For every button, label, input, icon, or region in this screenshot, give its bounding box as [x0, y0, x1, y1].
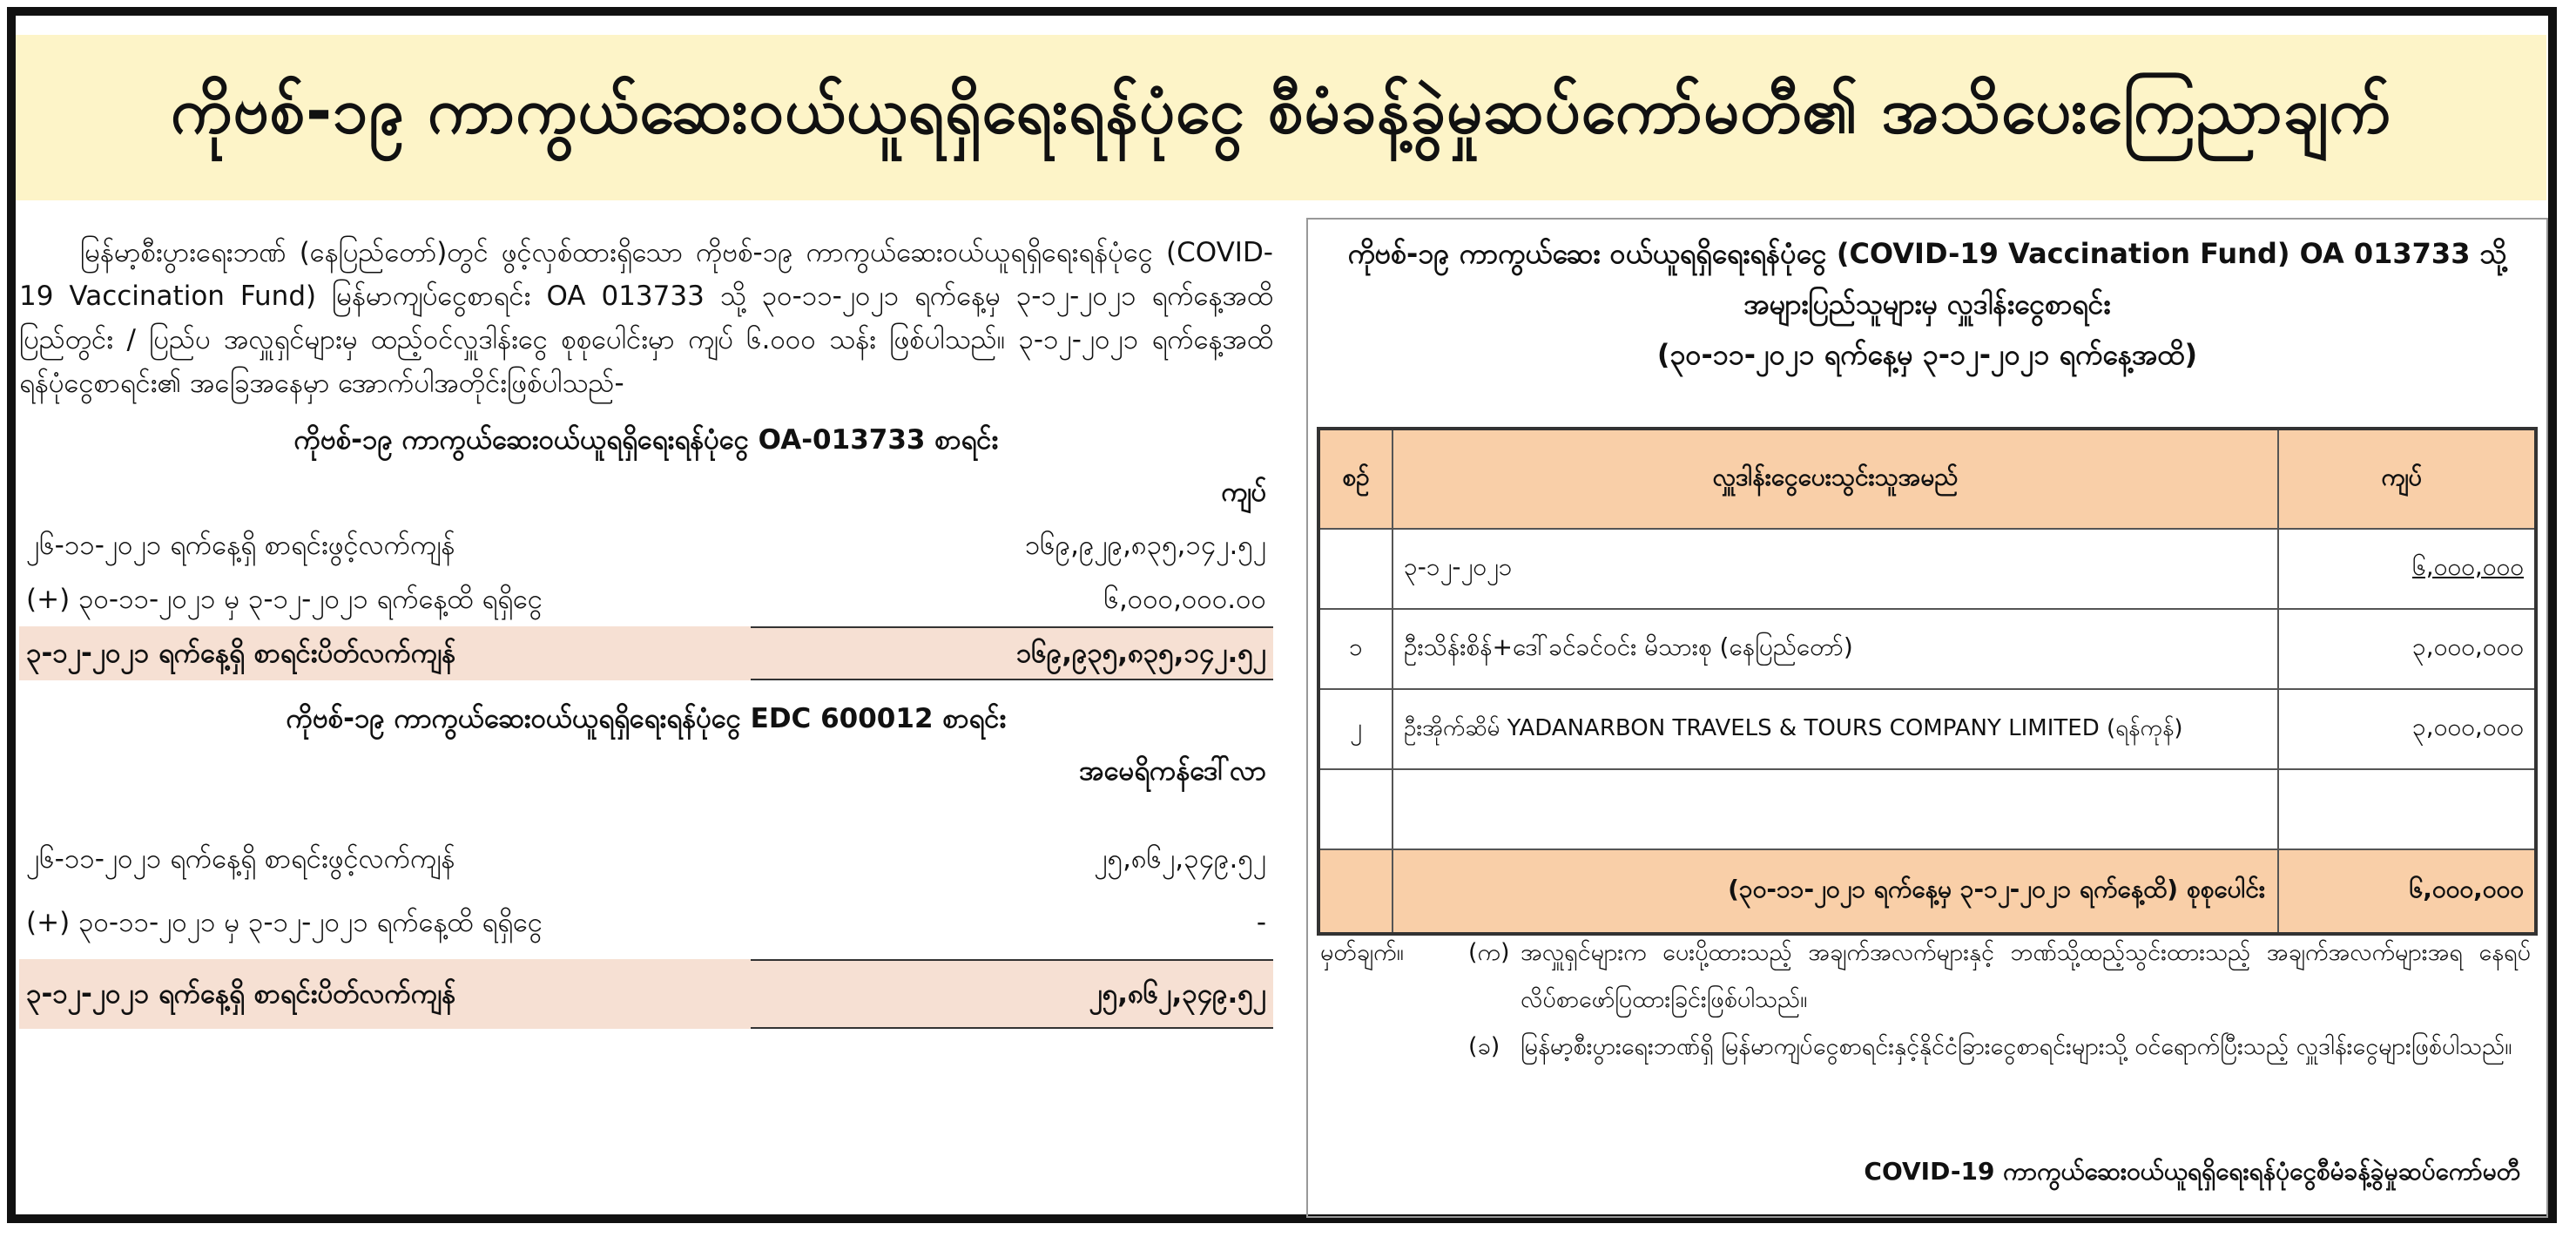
note-key: (ခ): [1468, 1033, 1500, 1060]
note-text: အလှူရှင်များက ပေးပို့ထားသည့် အချက်အလက်များနှင့် ဘဏ်သို့ထည့်သွင်းထားသည့် အချက်အလက်များအရ နေရပ်လိပ်စာဖော်ပြထားခြင်းဖြစ်ပါသည်။: [1521, 939, 2531, 1013]
account-status-section: [19, 231, 1273, 1029]
table-total-row: [1318, 849, 2536, 934]
row-value: ၂၅,၈၆၂,၃၄၉.၅၂: [1089, 978, 1266, 1010]
account1-title: ကိုဗစ်-၁၉ ကာကွယ်ဆေးဝယ်ယူရရှိရေးရန်ပုံငွေ OA-013733 စာရင်း: [293, 424, 999, 456]
cell-no: [1318, 769, 1393, 849]
header-no: စဉ်: [1318, 429, 1393, 529]
row-label: ၂၆-၁၁-၂၀၂၁ ရက်နေ့ရှိ စာရင်းဖွင့်လက်ကျန်: [26, 530, 455, 561]
account2-closing-row: [19, 959, 1273, 1029]
donations-panel: [1306, 218, 2548, 1218]
row-label: ၂၆-၁၁-၂၀၂၁ ရက်နေ့ရှိ စာရင်းဖွင့်လက်ကျန်: [26, 843, 455, 875]
table-header-row: [1318, 429, 2536, 529]
cell-amount: ၃,၀၀၀,၀၀၀: [2278, 689, 2536, 769]
account1-closing-row: [19, 626, 1273, 680]
row-label: (+) ၃၀-၁၁-၂၀၂၁ မှ ၃-၁၂-၂၀၂၁ ရက်နေ့ထိ ရရှိငွေ: [26, 584, 543, 615]
table-row: [1318, 529, 2536, 609]
row-label: ၃-၁၂-၂၀၂၁ ရက်နေ့ရှိ စာရင်းပိတ်လက်ကျန်: [26, 978, 456, 1010]
donations-heading-line1: ကိုဗစ်-၁၉ ကာကွယ်ဆေး ဝယ်ယူရရှိရေးရန်ပုံငွေ (COVID-19 Vaccination Fund) OA 013733 သို့: [1347, 237, 2507, 270]
row-label: ၃-၁၂-၂၀၂၁ ရက်နေ့ရှိ စာရင်းပိတ်လက်ကျန်: [26, 638, 456, 669]
cell-name: ၃-၁၂-၂၀၂၁: [1393, 529, 2278, 609]
header-name: လှူဒါန်းငွေပေးသွင်းသူအမည်: [1393, 429, 2278, 529]
notes-section: [1320, 930, 2531, 1071]
row-value: ၆,၀၀၀,၀၀၀.၀၀: [1103, 584, 1266, 615]
cell-name: ဦးအိုက်ဆိမ် YADANARBON TRAVELS & TOURS COMPANY LIMITED (ရန်ကုန်): [1393, 689, 2278, 769]
cell-no: [1318, 529, 1393, 609]
note-text: မြန်မာ့စီးပွားရေးဘဏ်ရှိ မြန်မာကျပ်ငွေစာရင်းနှင့်နိုင်ငံခြားငွေစာရင်းများသို့ ဝင်ရောက်ပြီးသည့် လှူဒါန်းငွေများဖြစ်ပါသည်။: [1521, 1033, 2512, 1060]
page-title: ကိုဗစ်-၁၉ ကာကွယ်ဆေးဝယ်ယူရရှိရေးရန်ပုံငွေ စီမံခန့်ခွဲမှုဆပ်ကော်မတီ၏ အသိပေးကြေညာချက်: [170, 74, 2391, 147]
table-row: [1318, 689, 2536, 769]
account2-unit: အမေရိကန်ဒေါ်လာ: [1079, 755, 1266, 787]
row-value: -: [1256, 907, 1266, 938]
committee-signature: COVID-19 ကာကွယ်ဆေးဝယ်ယူရရှိရေးရန်ပုံငွေစီမံခန့်ခွဲမှုဆပ်ကော်မတီ: [1864, 1157, 2520, 1186]
row-value: ၁၆၉,၉၂၉,၈၃၅,၁၄၂.၅၂: [1024, 530, 1266, 561]
header-amount: ကျပ်: [2278, 429, 2536, 529]
donations-table: [1317, 427, 2538, 936]
cell-no: ၁: [1318, 609, 1393, 689]
account1-received-row: [19, 572, 1273, 626]
cell-amount: ၃,၀၀၀,၀၀၀: [2278, 609, 2536, 689]
intro-paragraph: မြန်မာ့စီးပွားရေးဘဏ် (နေပြည်တော်)တွင် ဖွင့်လှစ်ထားရှိသော ကိုဗစ်-၁၉ ကာကွယ်ဆေးဝယ်ယူရရှိရေးရန်ပုံငွေ (COVID-19 Vaccination Fund) မြန်မာကျပ်ငွေစာရင်း OA 013733 သို့ ၃၀-၁၁-၂၀၂၁ ရက်နေ့မှ ၃-၁၂-၂၀၂၁ ရက်နေ့အထိ ပြည်တွင်း / ပြည်ပ အလှူရှင်များမှ ထည့်ဝင်လှူဒါန်းငွေ စုစုပေါင်းမှာ ကျပ် ၆.၀၀၀ သန်း ဖြစ်ပါသည်။ ၃-၁၂-၂၀၂၁ ရက်နေ့အထိ ရန်ပုံငွေစာရင်း၏ အခြေအနေမှာ အောက်ပါအတိုင်းဖြစ်ပါသည်-: [19, 237, 1273, 399]
cell-amount: ၆,၀၀၀,၀၀၀: [2278, 529, 2536, 609]
title-banner: [16, 35, 2546, 200]
account2-title: ကိုဗစ်-၁၉ ကာကွယ်ဆေးဝယ်ယူရရှိရေးရန်ပုံငွေ EDC 600012 စာရင်း: [286, 703, 1007, 734]
cell-no: [1318, 849, 1393, 934]
total-amount: ၆,၀၀၀,၀၀၀: [2278, 849, 2536, 934]
cell-amount: [2278, 769, 2536, 849]
row-value: ၁၆၉,၉၃၅,၈၃၅,၁၄၂.၅၂: [1015, 638, 1266, 669]
table-row: [1318, 769, 2536, 849]
account2-received-row: [19, 886, 1273, 959]
table-row: [1318, 609, 2536, 689]
donations-heading-line3: (၃၀-၁၁-၂၀၂၁ ရက်နေ့မှ ၃-၁၂-၂၀၂၁ ရက်နေ့အထိ): [1656, 338, 2198, 371]
cell-no: ၂: [1318, 689, 1393, 769]
note-item: [1320, 930, 2531, 1024]
donations-heading-line2: အများပြည်သူများမှ လှူဒါန်းငွေစာရင်း: [1743, 287, 2111, 321]
donations-heading: [1308, 228, 2546, 380]
total-label: (၃၀-၁၁-၂၀၂၁ ရက်နေ့မှ ၃-၁၂-၂၀၂၁ ရက်နေ့ထိ) စုစုပေါင်း: [1393, 849, 2278, 934]
cell-name: [1393, 769, 2278, 849]
cell-name: ဦးသိန်းစိန်+ဒေါ်ခင်ခင်ဝင်း မိသားစု (နေပြည်တော်): [1393, 609, 2278, 689]
note-item: [1320, 1024, 2531, 1071]
row-value: ၂၅,၈၆၂,၃၄၉.၅၂: [1094, 843, 1266, 875]
account2-opening-row: [19, 832, 1273, 886]
account1-opening-row: [19, 518, 1273, 572]
account1-unit: ကျပ်: [1221, 477, 1266, 508]
note-key: (က): [1468, 939, 1510, 966]
row-label: (+) ၃၀-၁၁-၂၀၂၁ မှ ၃-၁၂-၂၀၂၁ ရက်နေ့ထိ ရရှိငွေ: [26, 907, 543, 938]
notes-label: မှတ်ချက်။: [1320, 939, 1404, 966]
